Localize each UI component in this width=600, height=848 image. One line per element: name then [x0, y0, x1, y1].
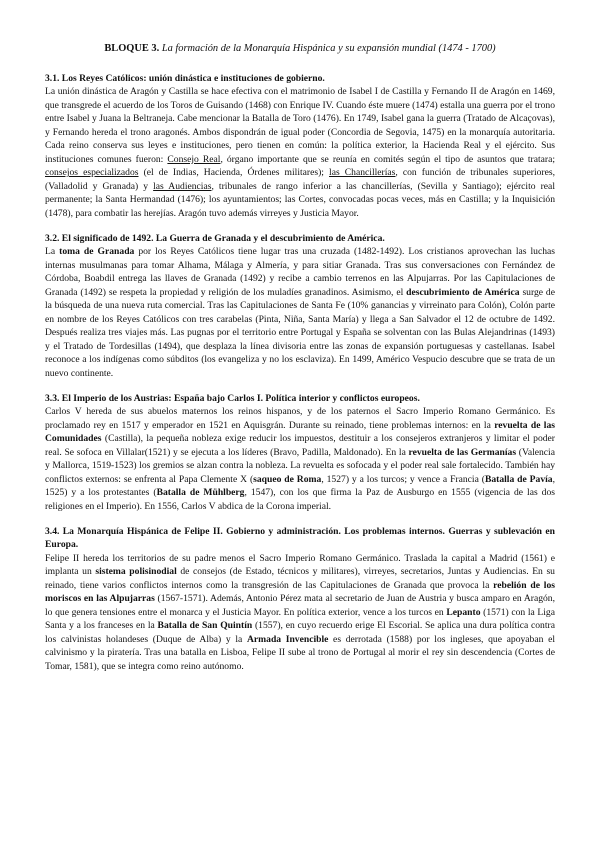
bold-term: descubrimiento de América: [406, 286, 520, 298]
underlined-term: las Audiencias: [153, 180, 212, 192]
document-title-block: BLOQUE 3.: [104, 43, 160, 54]
text-run: surge de la búsqueda de una nueva ruta comercial. Tras las Capitulaciones de Santa Fe (10% ganancias y virreinato para Colón), Colón parte en nombre de los Reyes Católicos con tres carabelas (Pinta, Niña, Santa María) y llega a San Salvador el 12 de octubre de 1492. Después realiza tres viajes más. Las pugnas por el territorio entre Portugal y España se solventan con las Bulas Alejandrinas (1493) y el Tratado de Tordesillas (1494), que desplaza la línea divisoria entre las zonas de expansión portuguesas y castellanas. Isabel reconoce a los indígenas como súbditos (los evangeliza y no los esclaviza). En 1499, Américo Vespucio descubre que se trata de un nuevo continente.: [45, 286, 555, 380]
bold-term: Armada Invencible: [246, 633, 329, 645]
text-run: Felipe II hereda los territorios de su padre menos el Sacro Imperio Romano Germánico. Traslada la capital a Madrid (1561) e implanta un: [45, 552, 555, 578]
text-run: , con función de tribunales superiores, (Valladolid y Granada) y: [45, 167, 556, 192]
bold-term: revuelta de las Germanías: [408, 446, 517, 458]
underlined-term: consejos especializados: [45, 167, 139, 179]
section-paragraph: [45, 245, 555, 380]
section-2: [45, 232, 555, 381]
section-paragraph: [45, 85, 555, 220]
bold-term: Lepanto: [446, 606, 481, 618]
section-paragraph: [45, 552, 555, 674]
section-3: [45, 392, 555, 514]
bold-term: Batalla de Mühlberg: [156, 487, 245, 499]
document-title-text: La formación de la Monarquía Hispánica y su expansión mundial (1474 - 1700): [159, 43, 496, 54]
section-heading: 3.1. Los Reyes Católicos: unión dinástica e instituciones de gobierno.: [45, 72, 325, 84]
section-heading: 3.4. La Monarquía Hispánica de Felipe II. Gobierno y administración. Los problemas internos. Guerras y sublevación en Europa.: [45, 525, 555, 551]
text-run: La: [45, 246, 60, 258]
section-heading: 3.2. El significado de 1492. La Guerra de Granada y el descubrimiento de América.: [45, 232, 385, 244]
text-run: La unión dinástica de Aragón y Castilla se hace efectiva con el matrimonio de Isabel I de Castilla y Fernando II de Aragón en 1469, que transgrede el acuerdo de los Toros de Guisando (1468) con Enrique IV. Cuando éste muere (1474) estalla una guerra por el trono entre Isabel y Juana la Beltraneja. Cabe mencionar la Batalla de Toro (1476). En 1749, Isabel gana la guerra (Tratado de Alcaçovas), y Fernando hereda el trono aragonés. Ambos dispondrán de igual poder (Concordia de Segovia, 1475) en la monarquía autoritaria. Cada reino conserva sus leyes e instituciones, pero tienen en común: la política exterior, la Hacienda Real y el ejército. Sus instituciones comunes fueron:: [45, 86, 555, 165]
text-run: Carlos V hereda de sus abuelos maternos los reinos hispanos, y de los paternos el Sacro Imperio Romano Germánico. Es proclamado rey en 1517 y emperador en 1521 en Aquisgrán. Durante su reinado, tiene problemas internos: en la: [45, 406, 555, 431]
bold-term: Batalla de San Quintín: [157, 620, 253, 632]
section-4: [45, 525, 555, 674]
bold-term: revuelta de las Comunidades: [45, 419, 556, 445]
text-run: (1557), en cuyo recuerdo erige El Escorial. Se aplica una dura política contra los calvinistas holandeses (Duque de Alba) y la: [45, 620, 555, 645]
section-paragraph: [45, 405, 555, 513]
bold-term: rebelión de los moriscos en las Alpujarras: [45, 579, 555, 605]
text-run: (1571) con la Liga Santa y a los franceses en la: [45, 606, 555, 632]
document-title: [45, 42, 555, 56]
text-run: es derrotada (1588) por los ingleses, que apoyaban el calvinismo y la piratería. Tras una batalla en Lisboa, Felipe II sube al trono de Portugal al morir el rey sin descendencia (Cortes de Tomar, 1581), que se integra como reino autónomo.: [45, 633, 555, 672]
text-run: (el de Indias, Hacienda, Órdenes militares);: [138, 167, 330, 179]
text-run: , tribunales de rango inferior a las chancillerías, (Sevilla y Santiago); ejército real permanente; la Santa Hermandad (1476); los ayuntamientos; las Cortes, convocadas pocas veces, más en Castilla; y la Inquisición (1478), para combatir las herejías. Aragón tuvo además virreyes y Justicia Mayor.: [45, 180, 555, 220]
text-run: , 1527) y a los turcos; y vence a Francia (: [321, 473, 485, 485]
text-run: por los Reyes Católicos tiene lugar tras una cruzada (1482-1492). Los cristianos aprovechan las luchas internas musulmanas para tomar Alhama, Málaga y Almería, y para sitiar Granada. Tras sus conversaciones con Fernández de Córdoba, Boabdil entrega las llaves de Granada (1492) y recibe a cambio terrenos en las Alpujarras. Por las Capitulaciones de Granada (1492) se respeta la propiedad y religión de los muladíes granadinos. Asimismo, el: [45, 246, 555, 298]
text-run: (Castilla), la pequeña nobleza exige reducir los impuestos, destituir a los consejeros extranjeros y limitar el poder real. Se sofoca en Villalar(1521) y se ejecuta a los líderes (Bravo, Padilla, Maldonado). En la: [45, 433, 555, 458]
underlined-term: las Chancillerías: [329, 167, 396, 179]
underlined-term: Consejo Real: [167, 153, 221, 165]
text-run: (1567-1571). Además, Antonio Pérez mata al secretario de Juan de Austria y busca amparo en Aragón, lo que genera tensiones entre el monarca y el Justicia Mayor. En política exterior, vence a los turcos en: [45, 593, 555, 618]
text-run: , 1525) y a los protestantes (: [45, 473, 556, 499]
text-run: , órgano importante que se reunía en comités según el tipo de asuntos que tratara;: [220, 153, 555, 165]
bold-term: Batalla de Pavía: [484, 473, 553, 485]
text-run: de consejos (de Estado, técnicos y militares), virreyes, secretarios, Juntas y Audiencias. En su reinado, tiene varios conflictos internos como la transgresión de las Capitulaciones de Granada que provoca la: [45, 566, 555, 591]
text-run: , 1547), con los que firma la Paz de Ausburgo en 1555 (vigencia de las dos religiones en el Imperio). En 1556, Carlos V abdica de la Corona imperial.: [45, 487, 555, 512]
bold-term: toma de Granada: [59, 246, 135, 258]
section-1: [45, 72, 555, 221]
section-heading: 3.3. El Imperio de los Austrias: España bajo Carlos I. Política interior y conflictos europeos.: [45, 392, 420, 404]
bold-term: sistema polisinodial: [95, 566, 177, 578]
sections-container: [45, 72, 555, 674]
bold-term: saqueo de Roma: [253, 473, 322, 485]
text-run: (Valencia y Mallorca, 1519-1523) los gremios se alzan contra la nobleza. La revuelta es sofocada y el poder real sale fortalecido. También hay conflictos externos: se enfrenta al Papa Clemente X (: [45, 446, 555, 485]
